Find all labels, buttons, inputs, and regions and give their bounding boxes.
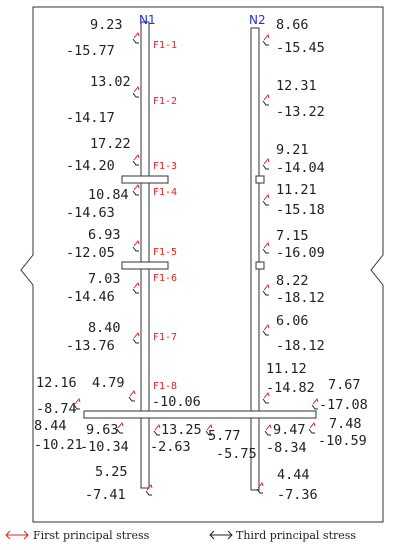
section-label-f6: F1-6	[153, 273, 178, 284]
legend-first-arrow-icon	[6, 531, 28, 539]
stress-n2-7-first: 6.06	[276, 313, 309, 329]
tie-beam-lower-right	[256, 262, 264, 269]
stress-n2-1-third: -15.45	[276, 40, 325, 56]
first-stress-arrow-icon	[264, 35, 269, 40]
legend-third-label: Third principal stress	[236, 529, 357, 542]
stress-n2-3-first: 9.21	[276, 142, 309, 158]
third-stress-arrow-icon	[312, 405, 318, 409]
stress-n1-8-first: 4.79	[92, 375, 125, 391]
first-stress-arrow-icon	[134, 33, 139, 38]
first-stress-arrow-icon	[264, 195, 269, 200]
first-stress-arrow-icon	[134, 333, 139, 338]
first-stress-arrow-icon	[313, 399, 318, 404]
third-stress-arrow-icon	[263, 291, 269, 295]
third-stress-arrow-icon	[133, 339, 139, 343]
section-label-f4: F1-4	[153, 187, 178, 198]
bottom-beam	[84, 411, 316, 418]
stress-bm1-third: -10.34	[80, 439, 129, 455]
section-label-f1: F1-1	[153, 40, 178, 51]
stress-n1-5-first: 6.93	[88, 227, 121, 243]
stress-n1-3-third: -14.20	[66, 158, 115, 174]
third-stress-arrow-icon	[263, 101, 269, 105]
stress-n1-4-third: -14.63	[66, 205, 115, 221]
stress-n2-4-first: 11.21	[276, 182, 317, 198]
third-stress-arrow-icon	[263, 41, 269, 45]
stress-n1b-third: -7.41	[85, 487, 126, 503]
stress-n1-2-first: 13.02	[90, 74, 131, 90]
stress-n2-1-first: 8.66	[276, 17, 309, 33]
stress-n1-8-third: -10.06	[152, 394, 201, 410]
stress-n2-6-first: 8.22	[276, 273, 309, 289]
stress-n2-2-first: 12.31	[276, 78, 317, 94]
stress-n1-6-third: -14.46	[66, 289, 115, 305]
stress-n2-8-first: 11.12	[266, 361, 307, 377]
stress-n2-5-first: 7.15	[276, 228, 309, 244]
stress-n2-3-third: -14.04	[276, 160, 325, 176]
stress-bl2-third: -10.21	[34, 437, 83, 453]
legend-third-arrow-icon	[210, 531, 232, 539]
stress-bm1-first: 9.63	[86, 422, 119, 438]
first-stress-arrow-icon	[264, 159, 269, 164]
tie-beam-upper-right	[256, 176, 264, 183]
legend	[6, 529, 356, 542]
third-stress-arrow-icon	[133, 161, 139, 165]
third-stress-arrow-icon	[257, 489, 263, 493]
third-stress-arrow-icon	[129, 397, 135, 401]
first-stress-arrow-icon	[130, 391, 135, 396]
stress-n1-4-first: 10.84	[88, 187, 129, 203]
legend-first-label: First principal stress	[33, 529, 150, 542]
third-stress-arrow-icon	[133, 39, 139, 43]
stress-n1-5-third: -12.05	[66, 245, 115, 261]
first-stress-arrow-icon	[118, 423, 123, 428]
stress-br2-first: 7.48	[329, 416, 362, 432]
stress-br-third: -17.08	[319, 397, 368, 413]
first-stress-arrow-icon	[266, 425, 271, 430]
stress-n2-7-third: -18.12	[276, 338, 325, 354]
first-stress-arrow-icon	[310, 423, 315, 428]
first-stress-arrow-icon	[134, 241, 139, 246]
section-label-f3: F1-3	[153, 161, 178, 172]
third-stress-arrow-icon	[133, 93, 139, 97]
third-stress-arrow-icon	[133, 191, 139, 195]
first-stress-arrow-icon	[134, 155, 139, 160]
stress-n1-1-first: 9.23	[90, 17, 123, 33]
stress-n2-6-third: -18.12	[276, 290, 325, 306]
stress-bm4-third: -8.34	[266, 440, 307, 456]
section-label-f5: F1-5	[153, 247, 178, 258]
stress-n2b-first: 4.44	[277, 467, 310, 483]
stress-bm2-first: 13.25	[161, 422, 202, 438]
third-stress-arrow-icon	[263, 165, 269, 169]
third-stress-arrow-icon	[263, 249, 269, 253]
stress-n1-1-third: -15.77	[66, 43, 115, 59]
first-stress-arrow-icon	[264, 325, 269, 330]
stress-bl-first: 12.16	[36, 375, 77, 391]
third-stress-arrow-icon	[146, 491, 152, 495]
stress-bl-third: -8.74	[36, 401, 77, 417]
stress-bl2-first: 8.44	[34, 418, 67, 434]
stress-n2-2-third: -13.22	[276, 104, 325, 120]
first-stress-arrow-icon	[264, 95, 269, 100]
stress-br-first: 7.67	[328, 377, 361, 393]
first-stress-arrow-icon	[134, 283, 139, 288]
stress-bm3-first: 5.77	[208, 428, 241, 444]
stress-bm4-first: 9.47	[273, 422, 306, 438]
stress-n1-3-first: 17.22	[90, 136, 131, 152]
pier-label-n1: N1	[139, 13, 156, 27]
third-stress-arrow-icon	[154, 431, 160, 435]
first-stress-arrow-icon	[134, 185, 139, 190]
third-stress-arrow-icon	[263, 331, 269, 335]
stress-n1-7-third: -13.76	[66, 338, 115, 354]
section-label-f2: F1-2	[153, 96, 178, 107]
section-label-f7: F1-7	[153, 332, 178, 343]
pier-label-n2: N2	[249, 13, 266, 27]
first-stress-arrow-icon	[155, 425, 160, 430]
first-stress-arrow-icon	[264, 243, 269, 248]
third-stress-arrow-icon	[133, 289, 139, 293]
tie-beam-lower	[122, 262, 168, 269]
section-label-f8: F1-8	[153, 381, 178, 392]
stress-bm2-third: -2.63	[150, 439, 191, 455]
third-stress-arrow-icon	[133, 247, 139, 251]
pier-n2	[251, 28, 259, 490]
first-stress-arrow-icon	[264, 285, 269, 290]
tie-beam-upper	[122, 176, 168, 183]
stress-br2-third: -10.59	[318, 433, 367, 449]
stress-n2-8-third: -14.82	[266, 380, 315, 396]
third-stress-arrow-icon	[265, 431, 271, 435]
stress-n1-7-first: 8.40	[88, 320, 121, 336]
stress-n2-4-third: -15.18	[276, 202, 325, 218]
stress-n1-2-third: -14.17	[66, 110, 115, 126]
third-stress-arrow-icon	[263, 201, 269, 205]
stress-n2-5-third: -16.09	[276, 245, 325, 261]
stress-n2b-third: -7.36	[277, 487, 318, 503]
stress-bm3-third: -5.75	[216, 446, 257, 462]
third-stress-arrow-icon	[309, 429, 315, 433]
third-stress-arrow-icon	[263, 399, 269, 403]
stress-n1-6-first: 7.03	[88, 271, 121, 287]
stress-n1b-first: 5.25	[95, 464, 128, 480]
first-stress-arrow-icon	[134, 87, 139, 92]
